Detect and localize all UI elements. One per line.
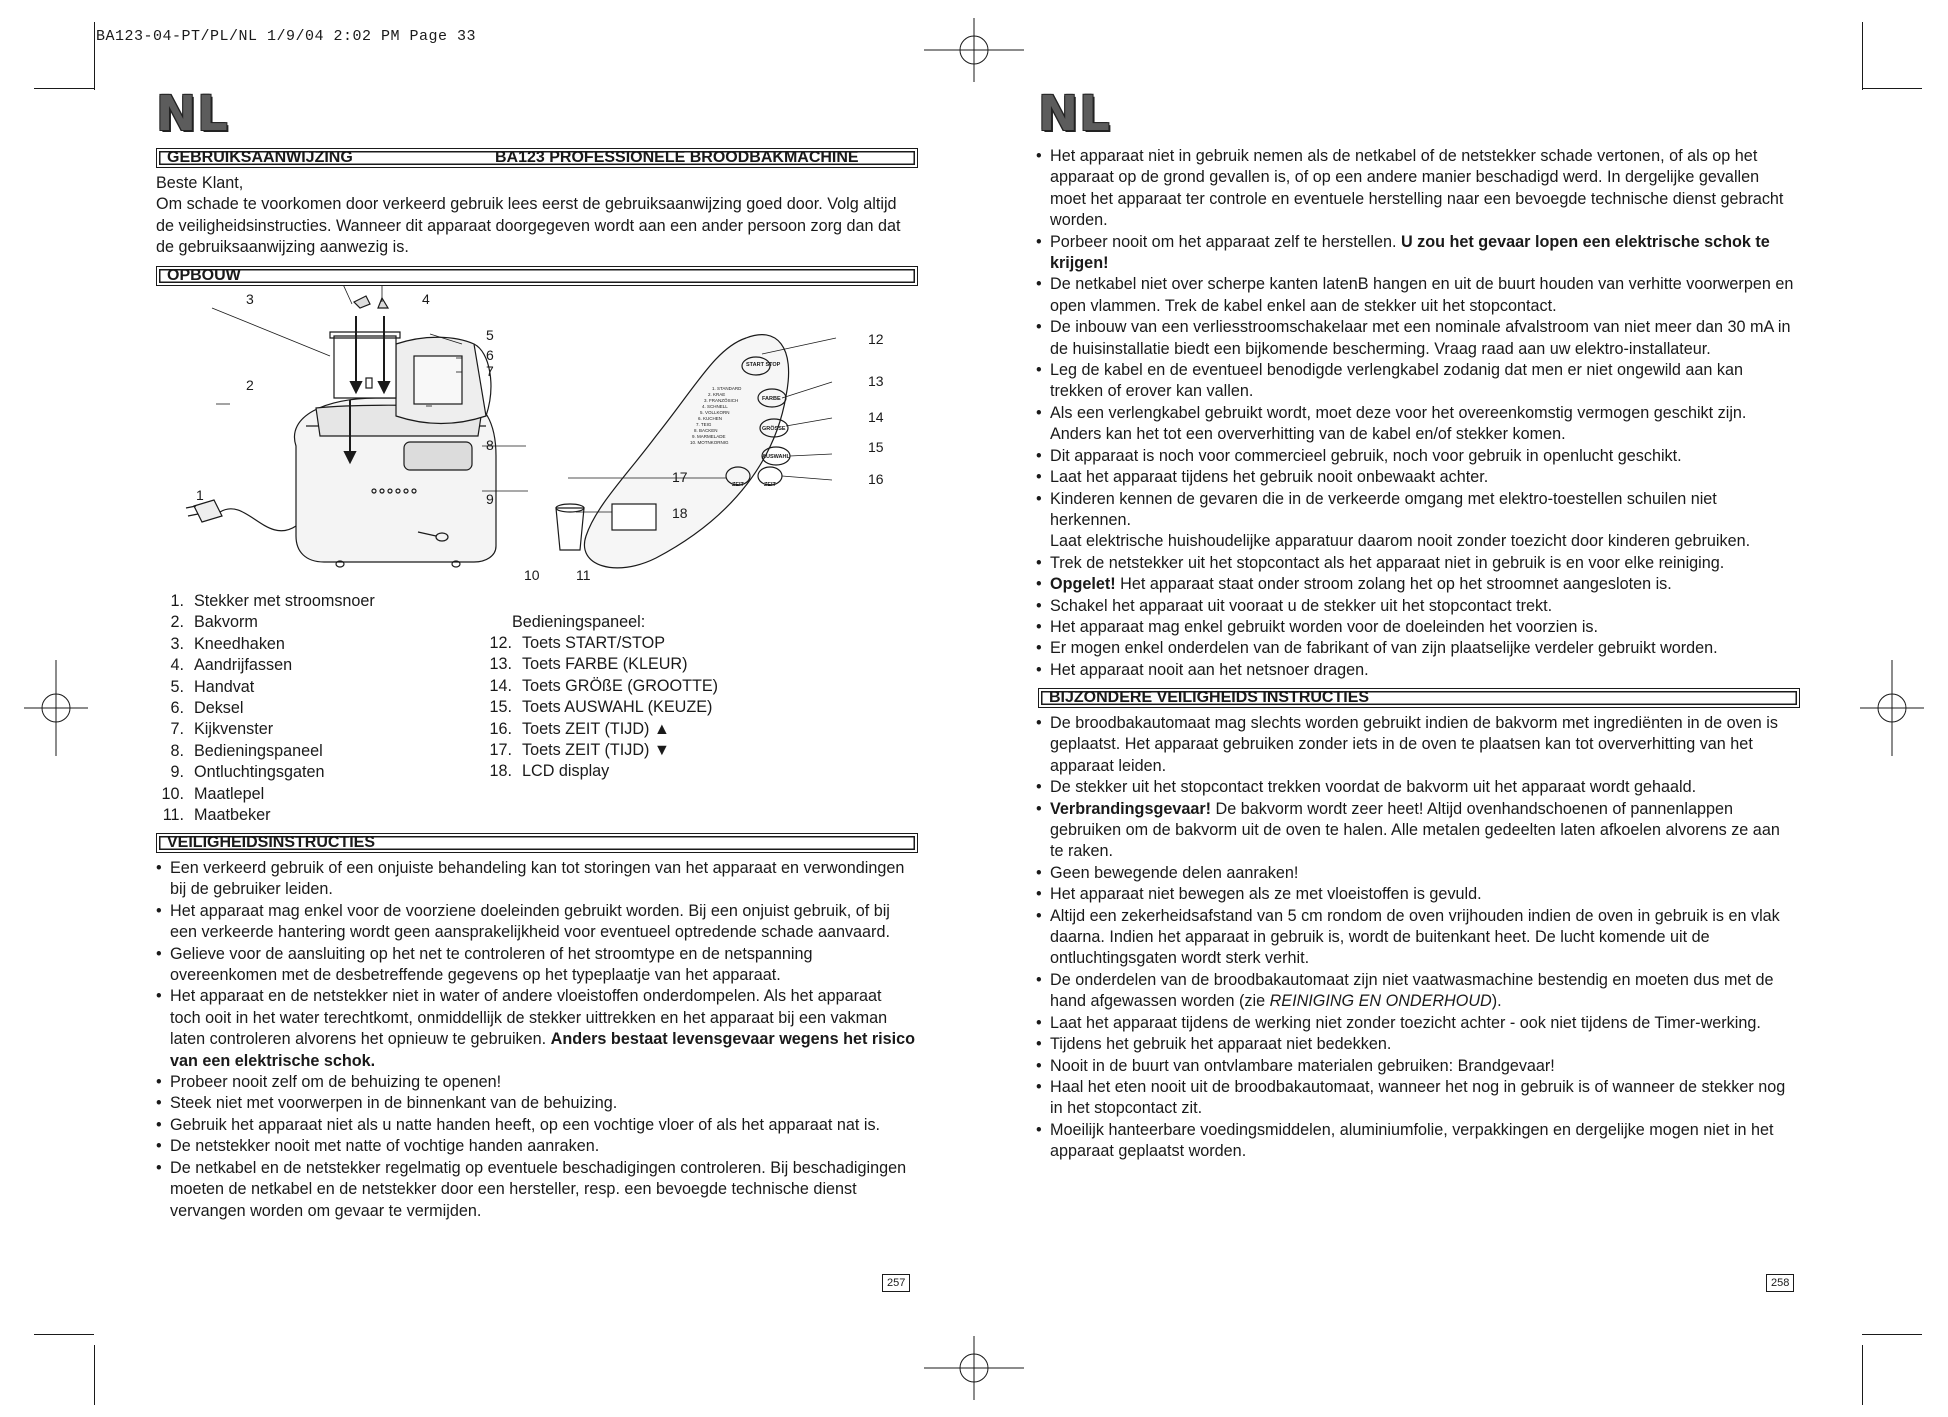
list-item: 13. Toets FARBE (KLEUR) bbox=[489, 655, 688, 674]
panel-text-zeit-down: ZEIT bbox=[732, 482, 744, 488]
intro-text bbox=[156, 173, 916, 259]
panel-program-8: 8. BACKEN bbox=[694, 428, 718, 433]
list-item: 12. Toets START/STOP bbox=[489, 634, 666, 652]
special-safety-list bbox=[1034, 713, 1794, 1163]
parts-list bbox=[150, 591, 510, 826]
manual-title: GEBRUIKSAANWIJZING bbox=[167, 149, 353, 166]
list-item: • Tijdens het gebruik het apparaat niet bedekken. bbox=[1034, 1034, 1794, 1055]
panel-program-5: 5. VOLLKORN bbox=[700, 410, 730, 415]
header-bar bbox=[156, 148, 918, 168]
diagram-label-13: 13 bbox=[868, 373, 884, 389]
list-item: • Het apparaat niet bewegen als ze met vloeistoffen is gevuld. bbox=[1034, 884, 1794, 905]
section-title-special-safety: BIJZONDERE VEILIGHEIDS INSTRUCTIES bbox=[1038, 688, 1800, 708]
panel-text-start-stop: START STOP bbox=[746, 362, 781, 368]
list-item: 14. Toets GRÖßE (GROOTTE) bbox=[489, 676, 719, 695]
page-language-heading-left: NL bbox=[156, 86, 229, 142]
cross-reference: REINIGING EN ONDERHOUD bbox=[1269, 992, 1492, 1011]
panel-program-4: 4. SCHNELL bbox=[702, 404, 728, 409]
list-item: • Het apparaat en de netstekker niet in water of andere vloeistoffen onderdompelen. Als het apparaat toch ooit in het water terechtkomt, onmiddellijk de stekker uittrekken en het apparaat bij een vakman laten controleren alvorens het opnieuw te gebruiken. Anders bestaat levensgevaar wegens het risico van een elektrische schok. bbox=[154, 986, 916, 1072]
diagram-label-8: 8 bbox=[486, 437, 494, 453]
diagram-label-6: 6 bbox=[486, 347, 494, 363]
list-item: • Een verkeerd gebruik of een onjuiste behandeling kan tot storingen van het apparaat en verwondingen bij de gebruiker leiden. bbox=[154, 858, 916, 901]
diagram-label-18: 18 bbox=[672, 505, 688, 521]
warning-text: Anders bestaat levensgevaar wegens het risico van een elektrische schok. bbox=[170, 1030, 916, 1070]
list-item: • Laat het apparaat tijdens de werking niet zonder toezicht achter - ook niet tijdens de Timer-werking. bbox=[1034, 1013, 1794, 1034]
page-number-left: 257 bbox=[882, 1274, 910, 1292]
diagram-label-14: 14 bbox=[868, 409, 884, 425]
general-safety-list bbox=[1034, 146, 1794, 681]
list-item: • Altijd een zekerheidsafstand van 5 cm rondom de oven vrijhouden indien de oven in gebruik is en vlak daarna. Indien het apparaat in gebruik is, wordt de buitenkant heet. De lucht komende uit de ontluchtingsgaten wordt sterk verhit. bbox=[1034, 906, 1794, 970]
panel-program-3: 3. FRANZÖSICH bbox=[704, 398, 739, 403]
list-item: • De netstekker nooit met natte of vochtige handen aanraken. bbox=[154, 1136, 916, 1157]
list-item: • De stekker uit het stopcontact trekken voordat de bakvorm uit het apparaat wordt gehaald. bbox=[1034, 777, 1794, 798]
panel-program-7: 7. TEIG bbox=[696, 422, 712, 427]
greeting: Beste Klant, bbox=[156, 174, 244, 192]
list-item: • Het apparaat mag enkel voor de voorziene doeleinden gebruikt worden. Bij een onjuist gebruik, of bij een verkeerde hantering wordt geen aansprakelijkheid voor eventueel optredende schade aanvaard. bbox=[154, 901, 916, 944]
panel-program-9: 9. MARMELADE bbox=[692, 434, 726, 439]
list-item: • Het apparaat niet in gebruik nemen als de netkabel of de netstekker schade vertonen, of als op het apparaat op de grond gevallen is, of op een andere manier beschadigd werd. In dergelijke gevallen moet het apparaat ter controle en eventuele herstelling naar een bevoegde technische dienst gebracht worden. bbox=[1034, 146, 1794, 232]
list-item: • De netkabel niet over scherpe kanten latenB hangen en uit de buurt houden van verhitte voorwerpen en open vlammen. Trek de kabel enkel aan de stekker uit het stopcontact. bbox=[1034, 274, 1794, 317]
list-item: 1. Stekker met stroomsnoer bbox=[170, 592, 375, 610]
list-item: • Er mogen enkel onderdelen van de fabrikant of van zijn plaatselijke verdeler gebruikt worden. bbox=[1034, 638, 1794, 659]
list-item: 5. Handvat bbox=[170, 677, 255, 696]
diagram-label-1: 1 bbox=[196, 487, 204, 503]
control-panel-outline bbox=[584, 335, 788, 568]
product-title: BA123 PROFESSIONELE BROODBAKMACHINE bbox=[495, 149, 859, 166]
diagram-label-7: 7 bbox=[486, 363, 494, 379]
list-item: • Leg de kabel en de eventueel benodigde verlengkabel zodanig dat men er niet ongewild aan kan trekken of erover kan vallen. bbox=[1034, 360, 1794, 403]
panel-program-6: 6. KUCHEN bbox=[698, 416, 723, 421]
list-item: • Gebruik het apparaat niet als u natte handen heeft, op een vochtige vloer of als het apparaat nat is. bbox=[154, 1115, 916, 1136]
panel-text-grosse: GRÖSSE bbox=[762, 426, 786, 432]
safety-instructions-list bbox=[154, 858, 916, 1222]
panel-parts-list bbox=[478, 633, 878, 783]
children-warning: Laat elektrische huishoudelijke apparatuur daarom nooit zonder toezicht door kinderen gebruiken. bbox=[1050, 532, 1751, 551]
list-item: 4. Aandrijfassen bbox=[170, 656, 293, 675]
intro-paragraph: Om schade te voorkomen door verkeerd gebruik lees eerst de gebruiksaanwijzing goed door. Volg altijd de veiligheidsinstructies. Wanneer dit apparaat doorgegeven wordt aan een ander persoon zorg dan dat de gebruiksaanwijzing aanwezig is. bbox=[156, 195, 901, 257]
diagram-label-17: 17 bbox=[672, 469, 688, 485]
panel-program-10: 10. MOTNKORNIG bbox=[690, 440, 729, 445]
list-item: • Steek niet met voorwerpen in de binnenkant van de behuizing. bbox=[154, 1093, 916, 1114]
diagram-label-16: 16 bbox=[868, 471, 884, 487]
diagram-label-2: 2 bbox=[246, 377, 254, 393]
panel-text-auswahl: AUSWAHL bbox=[762, 454, 790, 460]
diagram-label-5: 5 bbox=[486, 327, 494, 343]
section-title-safety: VEILIGHEIDSINSTRUCTIES bbox=[156, 833, 918, 853]
list-item: 17. Toets ZEIT (TIJD) ▼ bbox=[489, 741, 670, 760]
list-item: 3. Kneedhaken bbox=[170, 634, 285, 653]
panel-program-2: 2. KRAE bbox=[708, 392, 726, 397]
panel-text-zeit-up: ZEIT bbox=[764, 482, 776, 488]
list-item: • De netkabel en de netstekker regelmatig op eventuele beschadigingen controleren. Bij beschadigingen moeten de netkabel en de netstekker door een hersteller, resp. een bevoegde technische dienst vervangen worden om gevaar te vermijden. bbox=[154, 1158, 916, 1222]
list-item: • Schakel het apparaat uit vooraat u de stekker uit het stopcontact trekt. bbox=[1034, 596, 1794, 617]
list-item: 16. Toets ZEIT (TIJD) ▲ bbox=[489, 719, 670, 738]
list-item: 15. Toets AUSWAHL (KEUZE) bbox=[489, 698, 713, 717]
panel-heading: Bedieningspaneel: bbox=[512, 613, 646, 631]
list-item: 10. Maatlepel bbox=[161, 784, 265, 803]
list-item: • Laat het apparaat tijdens het gebruik nooit onbewaakt achter. bbox=[1034, 467, 1794, 488]
measuring-cup bbox=[556, 508, 584, 550]
list-item: • De broodbakautomaat mag slechts worden gebruikt indien de bakvorm met ingrediënten in de oven is geplaatst. Het apparaat gebruiken zonder iets in de oven te plaatsen kan tot oververhitting van het apparaat leiden. bbox=[1034, 713, 1794, 777]
power-cord bbox=[220, 509, 296, 531]
plug bbox=[194, 500, 222, 522]
diagram-label-10: 10 bbox=[524, 567, 540, 583]
list-item: 18. LCD display bbox=[489, 762, 610, 781]
list-item: • Nooit in de buurt van ontvlambare materialen gebruiken: Brandgevaar! bbox=[1034, 1056, 1794, 1077]
burn-warning-label: Verbrandingsgevaar! bbox=[1050, 799, 1212, 818]
list-item: • Opgelet! Het apparaat staat onder stroom zolang het op het stroomnet aangesloten is. bbox=[1034, 574, 1794, 595]
panel-text-farbe: FARBE bbox=[762, 396, 781, 402]
list-item: • De onderdelen van de broodbakautomaat zijn niet vaatwasmachine bestendig en moeten dus met de hand afgewassen worden (zie REINIGING EN ONDERHOUD). bbox=[1034, 970, 1794, 1013]
print-slug: BA123-04-PT/PL/NL 1/9/04 2:02 PM Page 33 bbox=[96, 28, 477, 45]
panel-program-1: 1. STANDARD bbox=[712, 386, 742, 391]
list-item: • Haal het eten nooit uit de broodbakautomaat, wanneer het nog in gebruik is of wanneer de stekker nog in het stopcontact zit. bbox=[1034, 1077, 1794, 1120]
list-item: • Het apparaat mag enkel gebruikt worden voor de doeleinden het voorzien is. bbox=[1034, 617, 1794, 638]
list-item: • De inbouw van een verliesstroomschakelaar met een nominale afvalstroom van niet meer dan 30 mA in de huisinstallatie biedt een bijkomende bescherming. Vraag raad aan uw elektro-installateur. bbox=[1034, 317, 1794, 360]
section-title-opbouw: OPBOUW bbox=[156, 266, 918, 286]
list-item: • Geen bewegende delen aanraken! bbox=[1034, 863, 1794, 884]
list-item: 8. Bedieningspaneel bbox=[170, 741, 323, 760]
diagram-label-15: 15 bbox=[868, 439, 884, 455]
diagram-label-11: 11 bbox=[576, 567, 591, 583]
list-item: • Probeer nooit zelf om de behuizing te openen! bbox=[154, 1072, 916, 1093]
list-item: 7. Kijkvenster bbox=[170, 720, 274, 739]
list-item: 9. Ontluchtingsgaten bbox=[170, 763, 325, 782]
diagram-label-9: 9 bbox=[486, 491, 494, 507]
diagram-label-3: 3 bbox=[246, 291, 254, 307]
caution-label: Opgelet! bbox=[1050, 575, 1116, 594]
list-item: 2. Bakvorm bbox=[170, 613, 258, 632]
list-item: • Gelieve voor de aansluiting op het net te controleren of het stroomtype en de netspanning overeenkomen met de desbetreffende gegevens op het typeplaatje van het apparaat. bbox=[154, 944, 916, 987]
list-item: • Porbeer nooit om het apparaat zelf te herstellen. U zou het gevaar lopen een elektrische schok te krijgen! bbox=[1034, 232, 1794, 275]
diagram-label-4: 4 bbox=[422, 291, 430, 307]
page-language-heading-right: NL bbox=[1038, 86, 1111, 142]
warning-text: U zou het gevaar lopen een elektrische schok te krijgen! bbox=[1050, 232, 1770, 273]
list-item: • Het apparaat nooit aan het netsnoer dragen. bbox=[1034, 660, 1794, 681]
list-item: • Dit apparaat is noch voor commercieel gebruik, noch voor gebruik in openlucht geschikt. bbox=[1034, 446, 1794, 467]
list-item: 11. Maatbeker bbox=[162, 806, 271, 825]
list-item: • Moeilijk hanteerbare voedingsmiddelen, aluminiumfolie, verpakkingen en dergelijke mogen niet in het apparaat geplaatst worden. bbox=[1034, 1120, 1794, 1163]
bread-machine-diagram bbox=[156, 286, 918, 586]
list-item: • Kinderen kennen de gevaren die in de verkeerde omgang met elektro-toestellen schuilen niet herkennen. Laat elektrische huishoudelijke apparatuur daarom nooit zonder toezicht door kinderen gebruiken. bbox=[1034, 489, 1794, 553]
list-item: 6. Deksel bbox=[170, 699, 244, 718]
diagram-label-12: 12 bbox=[868, 331, 884, 347]
page-number-right: 258 bbox=[1766, 1274, 1794, 1292]
list-item: • Verbrandingsgevaar! De bakvorm wordt zeer heet! Altijd ovenhandschoenen of pannenlappen gebruiken om de bakvorm uit de oven te halen. Alle metalen gedeelten laten afkoelen alvorens ze aan te raken. bbox=[1034, 799, 1794, 863]
list-item: • Als een verlengkabel gebruikt wordt, moet deze voor het overeenkomstig vermogen geschikt zijn. Anders kan het tot een oververhitting van de kabel en/of stekker komen. bbox=[1034, 403, 1794, 446]
list-item: • Trek de netstekker uit het stopcontact als het apparaat niet in gebruik is en voor elke reiniging. bbox=[1034, 553, 1794, 574]
